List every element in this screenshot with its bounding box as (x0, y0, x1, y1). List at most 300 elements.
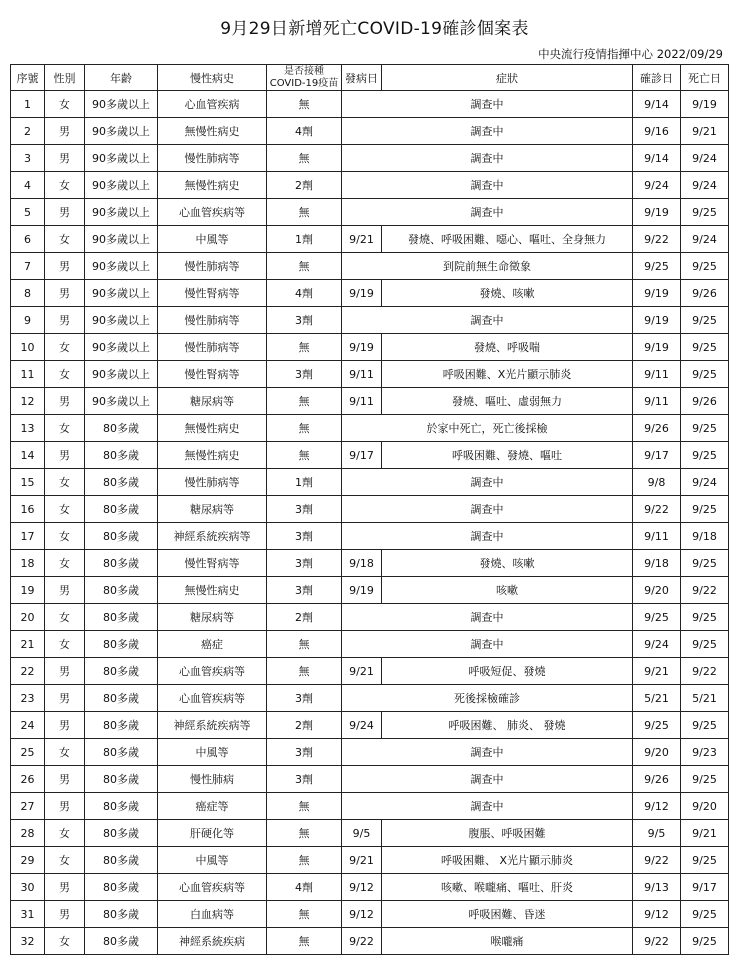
cell-death: 9/17 (681, 874, 729, 901)
cell-age: 80多歲 (85, 847, 158, 874)
cell-death: 9/25 (681, 334, 729, 361)
cell-history: 中風等 (158, 847, 267, 874)
cell-no: 11 (11, 361, 45, 388)
cell-confirm: 9/14 (633, 145, 681, 172)
table-row (11, 226, 729, 253)
cell-symptoms: 調查中 (342, 766, 633, 793)
cell-age: 90多歲以上 (85, 334, 158, 361)
cell-history: 無慢性病史 (158, 118, 267, 145)
cell-onset: 9/19 (342, 334, 382, 361)
cell-age: 90多歲以上 (85, 253, 158, 280)
cell-symptoms: 調查中 (342, 307, 633, 334)
table-row (11, 820, 729, 847)
cell-vaccine: 4劑 (267, 118, 342, 145)
cell-confirm: 9/12 (633, 793, 681, 820)
cell-sex: 男 (45, 685, 85, 712)
cell-confirm: 9/11 (633, 361, 681, 388)
cell-death: 9/24 (681, 226, 729, 253)
cell-onset: 9/21 (342, 226, 382, 253)
cell-sex: 男 (45, 388, 85, 415)
cell-age: 80多歲 (85, 685, 158, 712)
table-row (11, 847, 729, 874)
table-row (11, 172, 729, 199)
table-row (11, 658, 729, 685)
cell-death: 9/25 (681, 361, 729, 388)
cell-confirm: 9/20 (633, 577, 681, 604)
cell-onset: 9/21 (342, 847, 382, 874)
cell-symptoms: 調查中 (342, 469, 633, 496)
cell-no: 15 (11, 469, 45, 496)
cell-sex: 男 (45, 874, 85, 901)
cell-confirm: 9/19 (633, 307, 681, 334)
cell-history: 心血管疾病等 (158, 199, 267, 226)
table-header-row (11, 65, 729, 91)
cell-confirm: 9/5 (633, 820, 681, 847)
cell-no: 20 (11, 604, 45, 631)
cell-confirm: 9/26 (633, 766, 681, 793)
cell-vaccine: 無 (267, 820, 342, 847)
cell-confirm: 9/13 (633, 874, 681, 901)
table-row (11, 91, 729, 118)
cell-death: 9/25 (681, 253, 729, 280)
cell-history: 無慢性病史 (158, 415, 267, 442)
cell-vaccine: 無 (267, 253, 342, 280)
cell-no: 17 (11, 523, 45, 550)
cell-confirm: 5/21 (633, 685, 681, 712)
cell-vaccine: 3劑 (267, 550, 342, 577)
cell-no: 32 (11, 928, 45, 955)
cell-sex: 男 (45, 199, 85, 226)
cell-vaccine: 3劑 (267, 739, 342, 766)
cell-death: 9/25 (681, 928, 729, 955)
cell-confirm: 9/19 (633, 280, 681, 307)
table-row (11, 415, 729, 442)
cell-sex: 女 (45, 226, 85, 253)
table-row (11, 874, 729, 901)
cell-no: 9 (11, 307, 45, 334)
cell-death: 9/25 (681, 847, 729, 874)
cell-sex: 女 (45, 415, 85, 442)
cell-symptoms: 呼吸困難、 肺炎、 發燒 (382, 712, 633, 739)
cell-confirm: 9/22 (633, 226, 681, 253)
cell-no: 30 (11, 874, 45, 901)
cell-death: 9/19 (681, 91, 729, 118)
cell-vaccine: 3劑 (267, 577, 342, 604)
cell-sex: 女 (45, 847, 85, 874)
cell-sex: 男 (45, 793, 85, 820)
cell-confirm: 9/19 (633, 199, 681, 226)
cell-no: 6 (11, 226, 45, 253)
cell-vaccine: 3劑 (267, 766, 342, 793)
cell-sex: 女 (45, 469, 85, 496)
cell-vaccine: 1劑 (267, 469, 342, 496)
cell-history: 無慢性病史 (158, 442, 267, 469)
cell-onset: 9/18 (342, 550, 382, 577)
cell-history: 慢性肺病等 (158, 334, 267, 361)
cell-history: 神經系統疾病等 (158, 523, 267, 550)
table-row (11, 604, 729, 631)
cell-age: 80多歲 (85, 496, 158, 523)
header-history: 慢性病史 (158, 65, 267, 91)
cell-history: 慢性腎病等 (158, 550, 267, 577)
cell-age: 80多歲 (85, 604, 158, 631)
cell-no: 29 (11, 847, 45, 874)
cell-no: 22 (11, 658, 45, 685)
cell-death: 9/25 (681, 901, 729, 928)
cell-sex: 男 (45, 712, 85, 739)
cell-vaccine: 無 (267, 658, 342, 685)
cell-sex: 男 (45, 307, 85, 334)
cell-sex: 男 (45, 280, 85, 307)
table-row (11, 442, 729, 469)
table-row (11, 280, 729, 307)
cell-history: 心血管疾病等 (158, 874, 267, 901)
table-row (11, 307, 729, 334)
cell-death: 9/25 (681, 712, 729, 739)
cell-vaccine: 2劑 (267, 172, 342, 199)
cell-history: 慢性肺病等 (158, 307, 267, 334)
cell-vaccine: 無 (267, 793, 342, 820)
cell-death: 9/23 (681, 739, 729, 766)
cell-no: 24 (11, 712, 45, 739)
cell-sex: 女 (45, 523, 85, 550)
cell-vaccine: 3劑 (267, 685, 342, 712)
cell-symptoms: 死後採檢確診 (342, 685, 633, 712)
cell-symptoms: 調查中 (342, 604, 633, 631)
cell-symptoms: 調查中 (342, 523, 633, 550)
cell-confirm: 9/19 (633, 334, 681, 361)
header-sex: 性別 (45, 65, 85, 91)
cell-sex: 女 (45, 631, 85, 658)
cell-onset: 9/5 (342, 820, 382, 847)
table-row (11, 361, 729, 388)
cell-symptoms: 調查中 (342, 145, 633, 172)
page-title: 9月29日新增死亡COVID-19確診個案表 (220, 19, 529, 39)
cell-death: 9/25 (681, 550, 729, 577)
cell-symptoms: 調查中 (342, 631, 633, 658)
cell-vaccine: 2劑 (267, 604, 342, 631)
cell-vaccine: 1劑 (267, 226, 342, 253)
cell-death: 9/20 (681, 793, 729, 820)
cell-no: 21 (11, 631, 45, 658)
cell-confirm: 9/25 (633, 253, 681, 280)
header-vaccine-line2: COVID-19疫苗 (269, 77, 339, 89)
cell-sex: 男 (45, 901, 85, 928)
cell-no: 4 (11, 172, 45, 199)
cell-death: 9/26 (681, 388, 729, 415)
cell-vaccine: 無 (267, 928, 342, 955)
header-vaccine (267, 65, 342, 91)
cell-symptoms: 腹脹、呼吸困難 (382, 820, 633, 847)
header-onset: 發病日 (342, 65, 382, 91)
cell-symptoms: 發燒、呼吸困難、噁心、嘔吐、全身無力 (382, 226, 633, 253)
cases-table (10, 64, 729, 955)
cell-age: 80多歲 (85, 658, 158, 685)
cell-confirm: 9/20 (633, 739, 681, 766)
cell-symptoms: 發燒、嘔吐、虛弱無力 (382, 388, 633, 415)
cell-no: 2 (11, 118, 45, 145)
cell-symptoms: 呼吸短促、發燒 (382, 658, 633, 685)
cell-vaccine: 3劑 (267, 496, 342, 523)
table-row (11, 523, 729, 550)
table-row (11, 631, 729, 658)
cell-onset: 9/22 (342, 928, 382, 955)
cell-no: 12 (11, 388, 45, 415)
cell-history: 神經系統疾病 (158, 928, 267, 955)
cell-confirm: 9/22 (633, 496, 681, 523)
table-row (11, 145, 729, 172)
cell-death: 9/25 (681, 442, 729, 469)
cell-death: 9/25 (681, 415, 729, 442)
cell-symptoms: 調查中 (342, 172, 633, 199)
cell-onset: 9/19 (342, 577, 382, 604)
cell-death: 9/21 (681, 820, 729, 847)
table-row (11, 550, 729, 577)
table-row (11, 334, 729, 361)
cell-sex: 男 (45, 577, 85, 604)
cell-symptoms: 調查中 (342, 793, 633, 820)
cell-age: 90多歲以上 (85, 199, 158, 226)
cell-symptoms: 發燒、呼吸喘 (382, 334, 633, 361)
cell-age: 80多歲 (85, 901, 158, 928)
table-row (11, 685, 729, 712)
cell-no: 19 (11, 577, 45, 604)
cell-no: 18 (11, 550, 45, 577)
cell-no: 10 (11, 334, 45, 361)
cell-death: 9/26 (681, 280, 729, 307)
cell-onset: 9/11 (342, 388, 382, 415)
cell-no: 25 (11, 739, 45, 766)
cell-symptoms: 調查中 (342, 739, 633, 766)
header-death: 死亡日 (681, 65, 729, 91)
cell-history: 心血管疾病等 (158, 658, 267, 685)
cell-confirm: 9/24 (633, 172, 681, 199)
cell-death: 9/21 (681, 118, 729, 145)
cell-symptoms: 呼吸困難、發燒、嘔吐 (382, 442, 633, 469)
cell-symptoms: 調查中 (342, 496, 633, 523)
cell-symptoms: 喉嚨痛 (382, 928, 633, 955)
cell-symptoms: 咳嗽 (382, 577, 633, 604)
cell-vaccine: 2劑 (267, 712, 342, 739)
source-label: 中央流行疫情指揮中心 2022/09/29 (538, 47, 723, 61)
cell-confirm: 9/8 (633, 469, 681, 496)
table-row (11, 577, 729, 604)
cell-no: 16 (11, 496, 45, 523)
cell-vaccine: 無 (267, 901, 342, 928)
cell-age: 80多歲 (85, 874, 158, 901)
cell-death: 9/24 (681, 172, 729, 199)
cell-age: 80多歲 (85, 442, 158, 469)
cell-confirm: 9/25 (633, 604, 681, 631)
cell-no: 8 (11, 280, 45, 307)
cell-sex: 男 (45, 118, 85, 145)
cell-vaccine: 無 (267, 91, 342, 118)
cell-vaccine: 無 (267, 145, 342, 172)
cell-confirm: 9/25 (633, 712, 681, 739)
cell-symptoms: 呼吸困難、昏迷 (382, 901, 633, 928)
cell-vaccine: 4劑 (267, 280, 342, 307)
table-row (11, 928, 729, 955)
cell-sex: 女 (45, 361, 85, 388)
cell-symptoms: 呼吸困難、 X光片顯示肺炎 (382, 847, 633, 874)
cell-age: 80多歲 (85, 577, 158, 604)
cell-death: 9/25 (681, 604, 729, 631)
table-row (11, 496, 729, 523)
cell-sex: 男 (45, 253, 85, 280)
cell-vaccine: 無 (267, 442, 342, 469)
cell-onset: 9/17 (342, 442, 382, 469)
cell-history: 慢性肺病 (158, 766, 267, 793)
cell-history: 慢性肺病等 (158, 145, 267, 172)
cell-history: 糖尿病等 (158, 388, 267, 415)
table-row (11, 766, 729, 793)
table-row (11, 901, 729, 928)
cell-no: 5 (11, 199, 45, 226)
cell-age: 80多歲 (85, 739, 158, 766)
cell-age: 80多歲 (85, 712, 158, 739)
cell-history: 慢性腎病等 (158, 280, 267, 307)
header-no: 序號 (11, 65, 45, 91)
table-row (11, 739, 729, 766)
cell-death: 9/22 (681, 658, 729, 685)
cell-death: 9/25 (681, 307, 729, 334)
cell-age: 90多歲以上 (85, 361, 158, 388)
table-row (11, 199, 729, 226)
cell-death: 9/25 (681, 766, 729, 793)
cell-history: 癌症等 (158, 793, 267, 820)
table-row (11, 388, 729, 415)
cell-vaccine: 無 (267, 631, 342, 658)
cell-age: 90多歲以上 (85, 226, 158, 253)
cell-sex: 女 (45, 91, 85, 118)
cell-sex: 女 (45, 172, 85, 199)
cell-confirm: 9/26 (633, 415, 681, 442)
cell-vaccine: 4劑 (267, 874, 342, 901)
cell-death: 9/25 (681, 199, 729, 226)
cell-symptoms: 咳嗽、喉嚨痛、嘔吐、肝炎 (382, 874, 633, 901)
cell-history: 中風等 (158, 226, 267, 253)
cell-confirm: 9/18 (633, 550, 681, 577)
cell-age: 90多歲以上 (85, 118, 158, 145)
cell-history: 慢性肺病等 (158, 253, 267, 280)
cell-confirm: 9/22 (633, 928, 681, 955)
cell-onset: 9/11 (342, 361, 382, 388)
header-vaccine-line1: 是否接種 (284, 65, 324, 77)
cell-history: 無慢性病史 (158, 172, 267, 199)
cell-history: 中風等 (158, 739, 267, 766)
header-symptoms: 症狀 (382, 65, 633, 91)
cell-age: 80多歲 (85, 928, 158, 955)
table-row (11, 253, 729, 280)
cell-symptoms: 呼吸困難、X光片顯示肺炎 (382, 361, 633, 388)
table-row (11, 118, 729, 145)
cell-confirm: 9/17 (633, 442, 681, 469)
cell-confirm: 9/12 (633, 901, 681, 928)
cell-history: 肝硬化等 (158, 820, 267, 847)
cell-no: 27 (11, 793, 45, 820)
cell-symptoms: 調查中 (342, 91, 633, 118)
cell-death: 9/24 (681, 145, 729, 172)
cell-death: 9/24 (681, 469, 729, 496)
cell-onset: 9/12 (342, 874, 382, 901)
cell-symptoms: 發燒、咳嗽 (382, 550, 633, 577)
cell-sex: 女 (45, 739, 85, 766)
cell-vaccine: 無 (267, 388, 342, 415)
cell-symptoms: 發燒、咳嗽 (382, 280, 633, 307)
cell-vaccine: 3劑 (267, 307, 342, 334)
cell-onset: 9/19 (342, 280, 382, 307)
cell-no: 13 (11, 415, 45, 442)
cell-death: 5/21 (681, 685, 729, 712)
cell-vaccine: 3劑 (267, 361, 342, 388)
cell-sex: 男 (45, 766, 85, 793)
cell-sex: 女 (45, 820, 85, 847)
cell-no: 28 (11, 820, 45, 847)
cell-confirm: 9/16 (633, 118, 681, 145)
cell-age: 80多歲 (85, 469, 158, 496)
header-age: 年齡 (85, 65, 158, 91)
cell-confirm: 9/22 (633, 847, 681, 874)
cell-confirm: 9/11 (633, 523, 681, 550)
cell-age: 90多歲以上 (85, 280, 158, 307)
cell-history: 神經系統疾病等 (158, 712, 267, 739)
cell-history: 無慢性病史 (158, 577, 267, 604)
cell-no: 3 (11, 145, 45, 172)
table-row (11, 469, 729, 496)
cell-sex: 男 (45, 442, 85, 469)
cell-sex: 男 (45, 145, 85, 172)
cell-history: 癌症 (158, 631, 267, 658)
cell-confirm: 9/21 (633, 658, 681, 685)
cell-vaccine: 無 (267, 334, 342, 361)
cell-confirm: 9/24 (633, 631, 681, 658)
cell-confirm: 9/14 (633, 91, 681, 118)
cell-age: 80多歲 (85, 631, 158, 658)
cell-vaccine: 無 (267, 415, 342, 442)
cell-vaccine: 無 (267, 199, 342, 226)
cell-sex: 男 (45, 658, 85, 685)
cell-sex: 女 (45, 928, 85, 955)
table-row (11, 793, 729, 820)
cell-sex: 女 (45, 550, 85, 577)
cell-onset: 9/12 (342, 901, 382, 928)
cell-death: 9/18 (681, 523, 729, 550)
cell-age: 80多歲 (85, 550, 158, 577)
cell-death: 9/22 (681, 577, 729, 604)
cell-no: 1 (11, 91, 45, 118)
table-body (11, 91, 729, 955)
cell-symptoms: 於家中死亡，死亡後採檢 (342, 415, 633, 442)
cell-history: 糖尿病等 (158, 604, 267, 631)
cell-history: 糖尿病等 (158, 496, 267, 523)
cell-no: 31 (11, 901, 45, 928)
cell-confirm: 9/11 (633, 388, 681, 415)
cell-history: 心血管疾病 (158, 91, 267, 118)
table-row (11, 712, 729, 739)
cell-history: 慢性肺病等 (158, 469, 267, 496)
cell-sex: 女 (45, 604, 85, 631)
cell-no: 14 (11, 442, 45, 469)
cell-symptoms: 調查中 (342, 118, 633, 145)
cell-history: 慢性腎病等 (158, 361, 267, 388)
cell-no: 7 (11, 253, 45, 280)
cell-age: 90多歲以上 (85, 145, 158, 172)
cell-sex: 女 (45, 496, 85, 523)
cell-age: 90多歲以上 (85, 172, 158, 199)
cell-vaccine: 3劑 (267, 523, 342, 550)
cell-history: 心血管疾病等 (158, 685, 267, 712)
header-confirm: 確診日 (633, 65, 681, 91)
